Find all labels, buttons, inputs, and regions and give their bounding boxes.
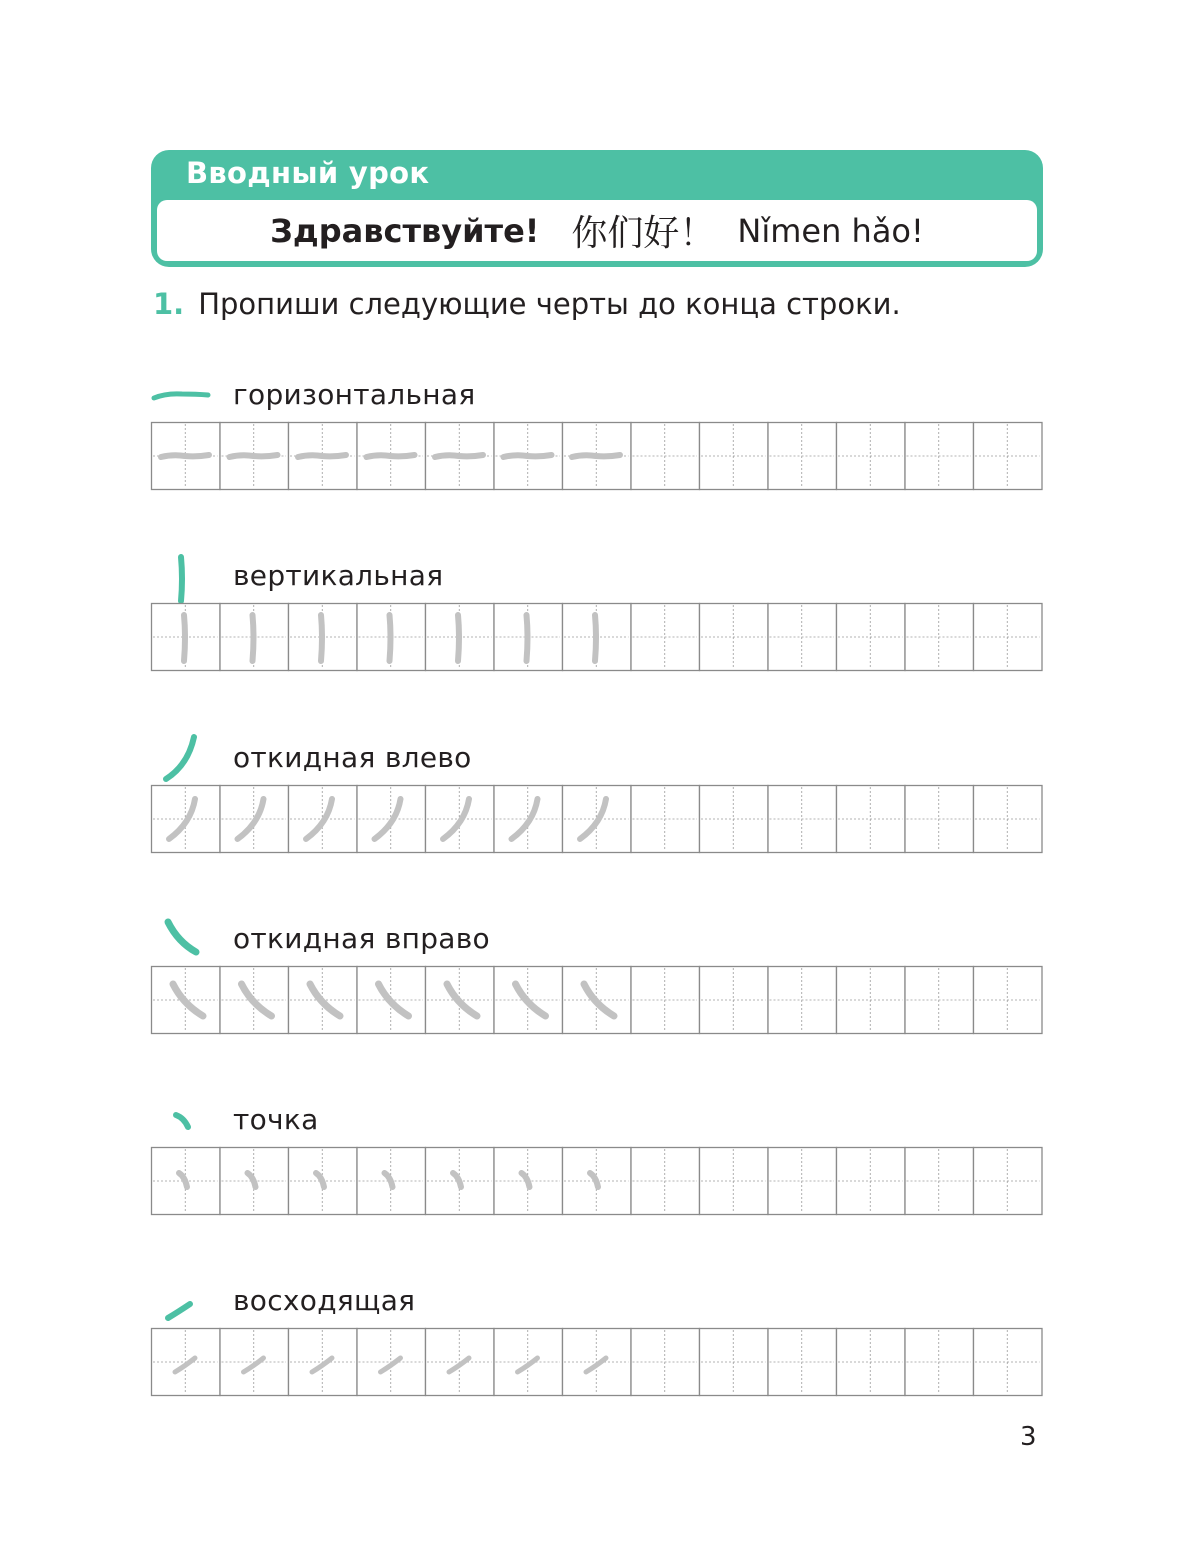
- practice-cell[interactable]: [426, 604, 495, 671]
- stroke-label-rising: восходящая: [233, 1284, 416, 1317]
- practice-cell[interactable]: [563, 604, 632, 671]
- practice-cell[interactable]: [563, 423, 632, 490]
- practice-cell[interactable]: [700, 604, 769, 671]
- practice-cell[interactable]: [974, 1148, 1043, 1215]
- page-number: 3: [1020, 1422, 1037, 1452]
- practice-cell[interactable]: [289, 1148, 358, 1215]
- practice-cell[interactable]: [494, 423, 563, 490]
- practice-cell[interactable]: [631, 423, 700, 490]
- practice-cell[interactable]: [700, 967, 769, 1034]
- practice-cell[interactable]: [768, 1148, 837, 1215]
- lesson-title-box: [157, 200, 1037, 261]
- practice-cell[interactable]: [152, 1148, 221, 1215]
- practice-cell[interactable]: [768, 604, 837, 671]
- practice-cell[interactable]: [426, 967, 495, 1034]
- practice-cell[interactable]: [631, 1329, 700, 1396]
- practice-cell[interactable]: [631, 786, 700, 853]
- practice-cell[interactable]: [494, 967, 563, 1034]
- practice-grid-horizontal: [151, 422, 1042, 490]
- practice-cell[interactable]: [220, 1329, 289, 1396]
- practice-cell[interactable]: [631, 1148, 700, 1215]
- practice-cell[interactable]: [357, 1148, 426, 1215]
- practice-cell[interactable]: [905, 967, 974, 1034]
- stroke-label-left-falling: откидная влево: [233, 741, 472, 774]
- practice-cell[interactable]: [837, 967, 906, 1034]
- stroke-label-horizontal: горизонтальная: [233, 378, 476, 411]
- practice-cell[interactable]: [289, 786, 358, 853]
- practice-cell[interactable]: [768, 786, 837, 853]
- practice-cell[interactable]: [152, 423, 221, 490]
- practice-cell[interactable]: [220, 967, 289, 1034]
- practice-grid-dot: [151, 1147, 1042, 1215]
- practice-cell[interactable]: [700, 786, 769, 853]
- traced-stroke: [298, 455, 346, 457]
- practice-cell[interactable]: [837, 1329, 906, 1396]
- practice-cell[interactable]: [974, 423, 1043, 490]
- practice-cell[interactable]: [700, 423, 769, 490]
- practice-cell[interactable]: [837, 786, 906, 853]
- practice-cell[interactable]: [220, 423, 289, 490]
- practice-cell[interactable]: [563, 1329, 632, 1396]
- traced-stroke: [504, 455, 552, 457]
- lesson-header: [151, 150, 1043, 267]
- traced-stroke: [390, 615, 391, 661]
- practice-cell[interactable]: [974, 967, 1043, 1034]
- practice-cell[interactable]: [631, 604, 700, 671]
- practice-cell[interactable]: [905, 786, 974, 853]
- lesson-title-ru: Здравствуйте!: [270, 211, 540, 250]
- right-falling-stroke-icon: [150, 916, 212, 968]
- exercise-number: 1.: [153, 287, 185, 321]
- practice-cell[interactable]: [220, 786, 289, 853]
- stroke-label-vertical: вертикальная: [233, 559, 444, 592]
- traced-stroke: [572, 455, 620, 457]
- practice-cell[interactable]: [494, 786, 563, 853]
- practice-cell[interactable]: [426, 423, 495, 490]
- practice-cell[interactable]: [974, 786, 1043, 853]
- rising-stroke-icon: [150, 1278, 212, 1330]
- practice-cell[interactable]: [837, 1148, 906, 1215]
- exercise-instruction: [153, 287, 901, 321]
- lesson-title-pinyin: Nǐmen hǎo!: [737, 211, 924, 250]
- practice-cell[interactable]: [357, 1329, 426, 1396]
- practice-cell[interactable]: [974, 604, 1043, 671]
- practice-cell[interactable]: [905, 423, 974, 490]
- practice-grid-left-falling: [151, 785, 1042, 853]
- practice-cell[interactable]: [494, 1148, 563, 1215]
- practice-cell[interactable]: [289, 423, 358, 490]
- stroke-label-right-falling: откидная вправо: [233, 922, 490, 955]
- traced-stroke: [367, 455, 415, 457]
- practice-cell[interactable]: [152, 967, 221, 1034]
- lesson-title-cn: 你们好！: [571, 213, 716, 254]
- practice-cell[interactable]: [494, 604, 563, 671]
- practice-cell[interactable]: [220, 604, 289, 671]
- practice-grid-rising: [151, 1328, 1042, 1396]
- practice-cell[interactable]: [768, 423, 837, 490]
- practice-cell[interactable]: [289, 604, 358, 671]
- traced-stroke: [230, 455, 278, 457]
- practice-cell[interactable]: [426, 786, 495, 853]
- practice-cell[interactable]: [837, 604, 906, 671]
- practice-cell[interactable]: [837, 423, 906, 490]
- traced-stroke: [435, 455, 483, 457]
- stroke-label-dot: точка: [233, 1103, 319, 1136]
- exercise-text: Пропиши следующие черты до конца строки.: [198, 287, 901, 321]
- practice-cell[interactable]: [357, 604, 426, 671]
- practice-grid-vertical: [151, 603, 1042, 671]
- practice-cell[interactable]: [700, 1148, 769, 1215]
- practice-cell[interactable]: [426, 1329, 495, 1396]
- practice-cell[interactable]: [905, 1329, 974, 1396]
- practice-cell[interactable]: [289, 1329, 358, 1396]
- practice-cell[interactable]: [768, 967, 837, 1034]
- traced-stroke: [184, 615, 185, 661]
- traced-stroke: [595, 615, 596, 661]
- practice-cell[interactable]: [631, 967, 700, 1034]
- practice-cell[interactable]: [494, 1329, 563, 1396]
- lesson-label: Вводный урок: [186, 156, 430, 190]
- practice-cell[interactable]: [563, 1148, 632, 1215]
- practice-cell[interactable]: [974, 1329, 1043, 1396]
- practice-cell[interactable]: [357, 423, 426, 490]
- practice-cell[interactable]: [289, 967, 358, 1034]
- practice-cell[interactable]: [563, 967, 632, 1034]
- traced-stroke: [161, 455, 209, 457]
- dot-stroke-icon: [150, 1097, 212, 1149]
- practice-cell[interactable]: [152, 786, 221, 853]
- left-falling-stroke-icon: [150, 735, 212, 787]
- traced-stroke: [527, 615, 528, 661]
- practice-cell[interactable]: [905, 1148, 974, 1215]
- practice-cell[interactable]: [768, 1329, 837, 1396]
- practice-cell[interactable]: [152, 1329, 221, 1396]
- practice-cell[interactable]: [357, 967, 426, 1034]
- traced-stroke: [321, 615, 322, 661]
- practice-cell[interactable]: [700, 1329, 769, 1396]
- vertical-stroke-icon: [150, 553, 212, 605]
- practice-cell[interactable]: [152, 604, 221, 671]
- practice-grid-right-falling: [151, 966, 1042, 1034]
- practice-cell[interactable]: [426, 1148, 495, 1215]
- horizontal-stroke-icon: [150, 372, 212, 424]
- traced-stroke: [458, 615, 459, 661]
- practice-cell[interactable]: [563, 786, 632, 853]
- practice-cell[interactable]: [220, 1148, 289, 1215]
- traced-stroke: [253, 615, 254, 661]
- practice-cell[interactable]: [357, 786, 426, 853]
- practice-cell[interactable]: [905, 604, 974, 671]
